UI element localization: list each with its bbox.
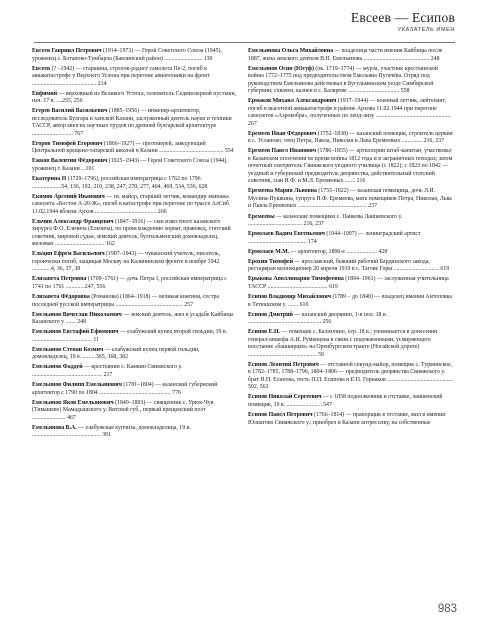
entry-name: Емельянов Степан Козмич [32, 346, 104, 353]
entry-name: Емельянов Яков Емельянович [32, 399, 114, 406]
page-number: 983 [437, 603, 457, 615]
index-entry [32, 158, 237, 173]
entry-description: (? –1942) — старшина, стрелок-радист самолета Пе-2, погиб в авиакатастрофе у Верхнего Услона при перегоне авиатехники на фронт ............................................ 214 [32, 65, 210, 87]
index-entry [32, 141, 237, 156]
index-entry [248, 66, 455, 96]
entry-description: (1786–1855) — артиллерии штаб-капитан, участвовал в Казанском ополчении во время войны 1812 года и в заграничных походах; затем почетный смотритель Свияжского уездного училища (с 1822); с 1823 по 1842 — уездный и губернский предводитель дворянства, действительный статский советник, сын И.Ф. и М.Л. Еремеевых ....... 216 [248, 148, 453, 185]
entry-name: Еремеевы [248, 213, 275, 220]
index-entry [248, 188, 455, 211]
index-entry [32, 382, 237, 397]
entry-name: Екимов Арсений Иванович [32, 193, 105, 200]
left-column [32, 48, 237, 442]
entry-description: (Романова) (1864–1918) — великая княгиня, сестра последней русской императрицы .............................................. 257 [32, 294, 220, 308]
entry-description: (1709–1761) — дочь Петра I, российская императрица с 1741 по 1761 .............247, 556 [32, 276, 227, 290]
entry-description: — казанский дворянин, 1-я пол. 18 в. .................................................. 256 [248, 311, 388, 326]
entry-description: (1766–1814) — прапорщик в отставке, жил в имении Юлиатово Свияжского у.; приобрел в Казани антресолку, на собственные [248, 412, 446, 426]
entry-name: Есипов Е.Н. [248, 329, 280, 336]
entry-name: Екатерина II [32, 176, 67, 183]
index-entry [248, 362, 455, 392]
index-entry [32, 219, 237, 249]
entry-description: — верховный из Великого Устюга, основатель Седмиозерной пустыни, нач. 17 в. ....255, 256 [32, 90, 237, 105]
entry-description: — отставной секунд-майор, помещик с. Турминское, в 1782–1785, 1788–1796, 1804–1806 — предводитель дворянства Свияжского у. брат Н.П. Есипова, тесть П.П. Есипова и Е.П. Горнаков ............................................. 502, 563 [248, 361, 453, 391]
index-entry [248, 98, 455, 128]
index-entry [248, 214, 455, 229]
entry-name: Ельцин Ефрем Васильевич [32, 251, 105, 258]
right-column [248, 48, 455, 430]
entry-description: (1752–1838) — казанский помещик, строитель церкви в с. Усланово, отец Петра, Павла, Николая и Льва Еремеевых .............. 216, 237 [248, 130, 453, 145]
index-entry [32, 294, 237, 309]
index-entry [32, 91, 237, 106]
entry-name: Елизавета Петровна [32, 276, 87, 283]
entry-description: (1729–1796), российская императрица с 1762 по 1796 ....................54, 136, 192, 210, 238, 247, 270, 277, 404, 469, 534, 536, 628 [32, 176, 208, 190]
entry-description: (1789 – до 1840) — владелец имения Антеповка в Тетюшском у. ....... 610 [248, 294, 453, 308]
entry-name: Ермолаев Вадим Евгеньевич [248, 231, 325, 238]
entry-description: — помещик с. Балахчино, сер. 18 в.; упоминается в донесении генерал-аншефа А.И. Румянцева в связи с подожженными, усмиряющего восстание «башкирцев» на Оренбургском тракте (Ногайской дороге) ............................................... 59 [248, 329, 438, 358]
entry-name: Ельчин Александр Францевич [32, 218, 114, 225]
entry-name: Есипов Дмитрий [248, 311, 293, 318]
entry-name: Есипов Павел Петрович [248, 412, 313, 418]
entry-name: Ерохин Тимофей [248, 258, 293, 265]
entry-description: — елабужская купчиха, домовладелица, 19 в. ............................................... 391 [32, 424, 191, 439]
entry-description: (1907–1943) — чувашский учитель, писатель, героически погиб, защищая Москву на Калининском фронте в ноябре 1942 .............4, 36, 37, 38 [32, 251, 221, 273]
entry-description: (1885–1956) — инженер-архитектор, исследователь Булгара и ханской Казани, заслуженный деятель науки и техники ТАССР, автор многих научных трудов по древней булгарской архитектуре ............................ 767 [32, 108, 232, 137]
index-entry [248, 148, 455, 186]
index-entry [32, 312, 237, 327]
entry-description: — елабужский купец первой гильдии, домовладелец, 19 в. .........365, 368, 382 [32, 346, 200, 361]
header-title: Евсеев — Есипов [350, 10, 455, 25]
entry-name: Егоров Тимофей Егорович [32, 140, 103, 147]
entry-description: — архитектор, 1890-е ..................... 428 [289, 248, 388, 255]
entry-name: Евфимий [32, 90, 58, 97]
entry-description: — крестьянин с. Камкин Свияжского у. ................................................ 217 [32, 364, 183, 378]
entry-description: (ок. 1719–1774) — мурза, участник крестьянской войны 1772–1775 под предводительством Емельяна Пугачёва. Отряд под руководством Емельянова действовал в Бугульминском уезде Симбирской губернии; схвачен, казнен в с. Балярове ................................... 558 [248, 65, 438, 95]
entry-description: (1894–1961) — заслуженная учительница ТАССР ......................................... 619 [248, 276, 449, 290]
index-entry [32, 276, 237, 291]
entry-name: Еремеев Павел Иванович [248, 148, 317, 155]
entry-name: Есипов Николай Сергеевич [248, 394, 322, 401]
index-entry [32, 176, 237, 191]
index-entry [248, 48, 455, 63]
entry-description: (1944–1997) — ленинградский артист ........................................ 174 [248, 231, 421, 245]
entry-description: — елабужский купец второй гильдии, 19 в. ......................................... 11 [32, 329, 228, 343]
entry-name: Емельянов Вячеслав Николаевич [32, 311, 122, 318]
entry-name: Есипов Леонтий Петрович [248, 361, 319, 368]
index-entry [32, 66, 237, 89]
index-entry [248, 259, 455, 274]
entry-description: — казанские помещики с. Панкова Лаишевского у. ..................................... 216, 237 [248, 213, 403, 228]
entry-name: Ерыкова Аполлинария Тимофеевна [248, 276, 344, 283]
entry-description: (1914–1973) — Герой Советского Союза (1945), уроженец с. Ботаново-Тумбарла (Бавлинский район) .......................... 139 [32, 48, 222, 62]
entry-description: — земский деятель, жил в усадьбе Кайбицы Казанского у ....... 248 [32, 311, 234, 326]
index-entry [32, 48, 237, 63]
running-header [34, 10, 455, 43]
entry-name: Емельянова Ольга Михайловна [248, 48, 334, 54]
entry-name: Емельянов Фаддей [32, 364, 83, 371]
entry-description: (1849–1893) — священник с. Урюк-Чув (Тимашево) Мамадышского у. Вятской губ., первый крещенский поэт ....................... 467 [32, 399, 214, 421]
index-entry [32, 364, 237, 379]
entry-description: (1847–1916) — сын известного казанского хирурга Ф.О. Ельчича (Ельчича), по происхождению хорват, правовед, статский советник, мировой судья, земский деятель, булгильменский домовладелец, меломан .................................. 162 [32, 218, 231, 248]
index-entry [248, 329, 455, 359]
index-entry [32, 347, 237, 362]
entry-name: Емельянов Осип (Юсуф) [248, 65, 314, 72]
index-entry [248, 249, 455, 257]
index-entry [32, 425, 237, 440]
entry-description: (1925–1943) — Герой Советского Союза (1944), уроженец г. Казани ...101 [32, 158, 228, 172]
entry-description: — с 1858 подполковник в отставке, лаишевский помещик, 19 в. ........................ 547 [248, 394, 443, 408]
entry-description: (1866–1927) — протоиерей, заведующий Центральной крещено-татарской школой в Казани ............................................ 554 [32, 140, 234, 155]
entry-name: Ежков Валентин Фёдорович [32, 158, 108, 165]
entry-name: Есипов Владимир Михайлович [248, 294, 331, 301]
index-entry [248, 294, 455, 309]
entry-name: Емельянова В.А. [32, 424, 77, 431]
index-entry [32, 251, 237, 274]
index-entry [248, 231, 455, 246]
entry-name: Ермолаев М.М. [248, 248, 290, 255]
entry-name: Евсеев Гавриил Петрович [32, 48, 102, 54]
entry-name: Елизавета Фёдоровна [32, 294, 90, 301]
index-entry [32, 108, 237, 138]
entry-description: — гв. майор, старший летчик, командир экипажа самолета «Бостон А-20-Ж», погиб в катастрофе при перегоне по трассе АлСиб 11.02.1944 вблизи Архов .......................................... 266 [32, 193, 229, 215]
entry-name: Емельянов Филипп Емельянович [32, 382, 122, 388]
index-entry [248, 394, 455, 409]
index-entry [32, 194, 237, 217]
index-entry [248, 131, 455, 146]
index-entry [248, 412, 455, 427]
entry-name: Егерев Василий Васильевич [32, 108, 108, 115]
index-entry [32, 400, 237, 423]
entry-description: — ярославский, бывший рабочий Бардинского завода, рестарвран коллекционер 20 апреля 1919 в с. Тагове Горы ............................... 619 [248, 258, 450, 273]
entry-description: (1917–1944) — военный летчик, лейтенант, погиб в высотной авиакатастрофе в районе Архова 11.02.1944 при перегоне самолетов «Аэрокобра», полученных по ленд-лизу ................................................... 267 [248, 98, 451, 127]
entry-name: Емельянов Евстафий Ефимович [32, 329, 119, 336]
entry-description: (1755–1822) — казанская помещица, дочь Л.И. Мусина-Пушкина, супруга И.Ф. Еремеева, мать помещиков Петра, Николая, Льва и Павла Еремеевых ............................................... 237 [248, 188, 452, 210]
index-entry [248, 276, 455, 291]
entry-name: Еремеева Мария Львовна [248, 188, 317, 195]
index-entry [248, 312, 455, 327]
entry-name: Еремеев Иван Фёдорович [248, 130, 317, 137]
header-subtitle: УКАЗАТЕЛЬ ИМЕН [397, 27, 455, 33]
index-entry [32, 329, 237, 344]
entry-description: — владелица части имения Кайбицы после 1887, жена земского деятеля В.Н. Емельянова ............................................. 248 [248, 48, 443, 62]
entry-description: (1781–1804) — казанский губернский архитектор с 1790 по 1804 ................................................. 776 [32, 382, 218, 396]
entry-name: Евсеев [32, 65, 51, 72]
entry-name: Ермаков Михаил Александрович [248, 98, 337, 105]
